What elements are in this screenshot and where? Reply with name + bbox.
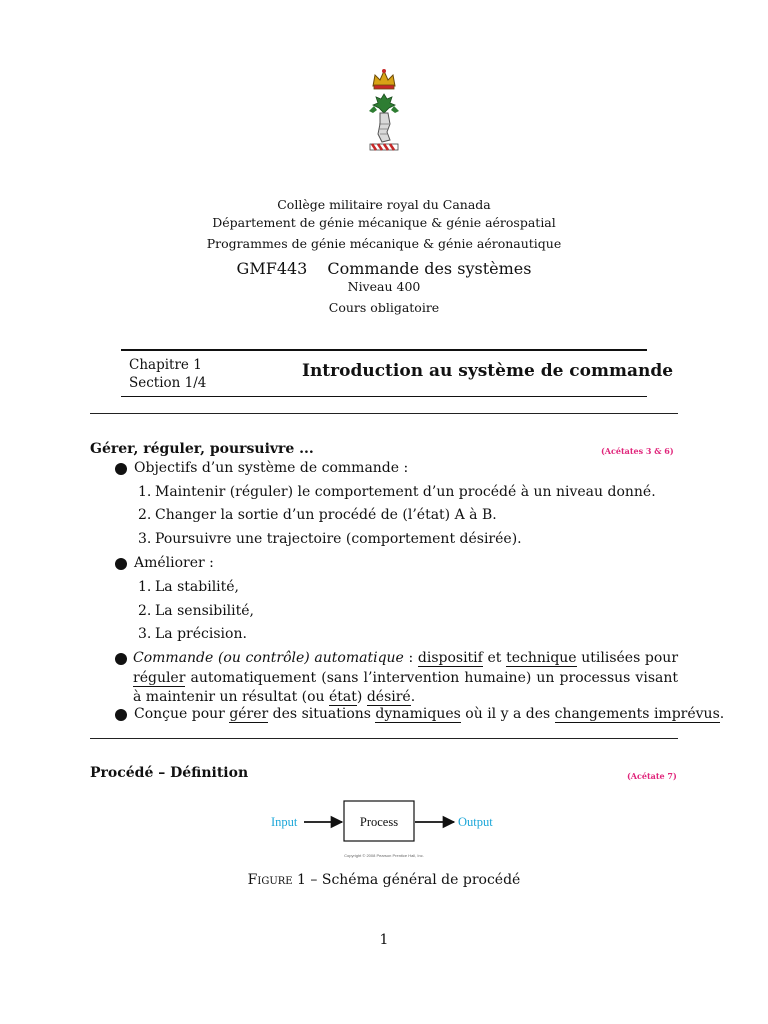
chapter-title: Introduction au système de commande bbox=[302, 361, 674, 381]
bullet-icon bbox=[115, 709, 127, 721]
rmc-crest-logo bbox=[360, 66, 408, 158]
course-title: Commande des systèmes bbox=[327, 259, 532, 278]
copyright-note: Copyright © 2008 Pearson Prentice Hall, Inc. bbox=[344, 853, 424, 858]
section-divider-top bbox=[90, 413, 678, 414]
course-status: Cours obligatoire bbox=[328, 300, 440, 315]
chapter-info bbox=[129, 356, 206, 392]
department-name: Département de génie mécanique & génie aérospatial bbox=[212, 215, 556, 230]
section-divider-bottom bbox=[90, 738, 678, 739]
process-label: Process bbox=[359, 815, 399, 829]
chapter-bottom-rule bbox=[121, 396, 647, 397]
course-level: Niveau 400 bbox=[347, 279, 421, 294]
slide-ref-acetates-3-6: (Acétates 3 & 6) bbox=[601, 446, 674, 456]
bullet-commande-automatique: Commande (ou contrôle) automatique : dispositif et technique utilisées pour réguler automatiquement (sans l’intervention humaine) un processus visant à maintenir un résultat (ou état) désiré. bbox=[133, 650, 679, 705]
bullet-icon bbox=[115, 463, 127, 475]
chapter-number: Chapitre 1 bbox=[129, 357, 202, 373]
section-number: Section 1/4 bbox=[129, 375, 207, 391]
bullet-objectifs: Objectifs d’un système de commande : bbox=[134, 460, 409, 476]
course-code: GMF443 bbox=[236, 259, 308, 278]
chapter-top-rule bbox=[121, 349, 647, 351]
list-item: 3. La précision. bbox=[138, 626, 247, 642]
input-label: Input bbox=[271, 815, 298, 829]
list-item: 2. La sensibilité, bbox=[138, 603, 254, 619]
figure-caption: Figure 1 – Schéma général de procédé bbox=[247, 872, 521, 888]
list-item: 1. La stabilité, bbox=[138, 579, 240, 595]
slide-ref-acetate-7: (Acétate 7) bbox=[627, 771, 677, 781]
bullet-icon bbox=[115, 558, 127, 570]
bullet-ameliorer: Améliorer : bbox=[134, 555, 214, 571]
bullet-icon bbox=[115, 653, 127, 665]
course-heading bbox=[0, 259, 768, 278]
section-title-gerer: Gérer, réguler, poursuivre ... bbox=[90, 441, 314, 457]
process-diagram bbox=[258, 797, 508, 863]
list-item: 2. Changer la sortie d’un procédé de (l’état) A à B. bbox=[138, 507, 497, 523]
section-title-procede: Procédé – Définition bbox=[90, 765, 249, 781]
list-item: 1. Maintenir (réguler) le comportement d’un procédé à un niveau donné. bbox=[138, 484, 656, 500]
program-names: Programmes de génie mécanique & génie aéronautique bbox=[206, 236, 562, 251]
bullet-concue: Conçue pour gérer des situations dynamiques où il y a des changements imprévus. bbox=[134, 706, 725, 722]
college-name: Collège militaire royal du Canada bbox=[277, 197, 491, 212]
output-label: Output bbox=[458, 815, 493, 829]
page-number: 1 bbox=[379, 932, 389, 948]
list-item: 3. Poursuivre une trajectoire (comportement désirée). bbox=[138, 531, 522, 547]
